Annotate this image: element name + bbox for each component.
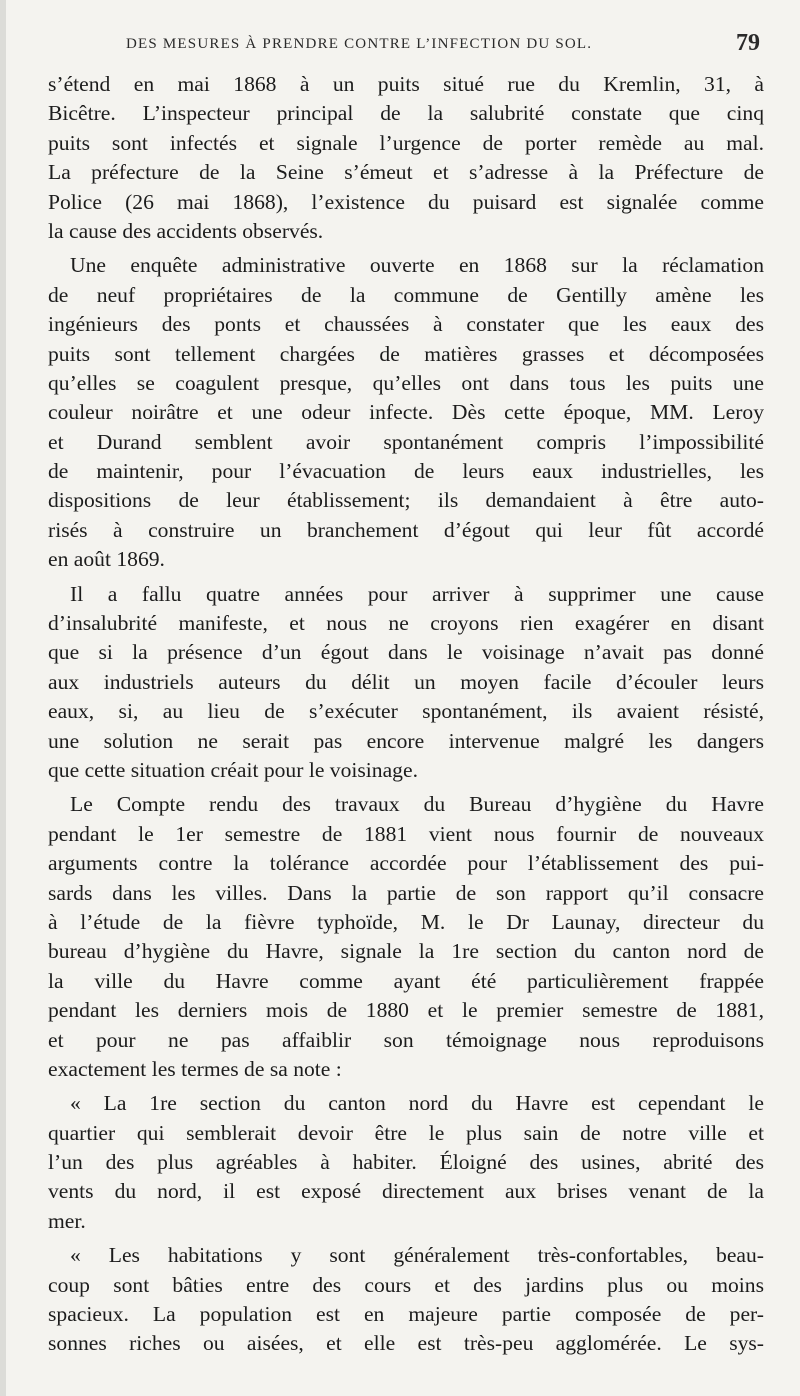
text-line: et pour ne pas affaiblir son témoignage nous reproduisons — [48, 1027, 764, 1052]
text-line: de maintenir, pour l’évacuation de leurs eaux industrielles, les — [48, 459, 764, 484]
text-line: qu’elles se coagulent presque, qu’elles ont dans tous les puits une — [48, 370, 764, 395]
paragraph — [48, 251, 764, 574]
text-line: et Durand semblent avoir spontanément compris l’impossibilité — [48, 429, 764, 454]
paragraph — [48, 1241, 764, 1359]
text-line: Bicêtre. L’inspecteur principal de la salubrité constate que cinq — [48, 101, 764, 126]
text-line: bureau d’hygiène du Havre, signale la 1re section du canton nord de — [48, 939, 764, 964]
text-line: sards dans les villes. Dans la partie de son rapport qu’il consacre — [48, 880, 764, 905]
text-line: Il a fallu quatre années pour arriver à supprimer une cause — [70, 581, 764, 606]
text-line: Police (26 mai 1868), l’existence du puisard est signalée comme — [48, 189, 764, 214]
text-line: ingénieurs des ponts et chaussées à constater que les eaux des — [48, 312, 764, 337]
page-header — [46, 30, 760, 60]
paragraph — [48, 70, 764, 246]
text-line: s’étend en mai 1868 à un puits situé rue du Kremlin, 31, à — [48, 72, 764, 96]
text-line: en août 1869. — [48, 547, 165, 572]
text-line: la cause des accidents observés. — [48, 218, 324, 243]
text-line: dispositions de leur établissement; ils demandaient à être auto- — [48, 488, 764, 513]
body-text — [48, 70, 764, 1359]
text-line: puits sont infectés et signale l’urgence de porter remède au mal. — [48, 130, 764, 155]
text-line: puits sont tellement chargées de matières grasses et décomposées — [48, 341, 764, 366]
text-line: La préfecture de la Seine s’émeut et s’adresse à la Préfecture de — [48, 160, 764, 185]
text-line: la ville du Havre comme ayant été particulièrement frappée — [48, 968, 764, 993]
text-line: « Les habitations y sont généralement très-confortables, beau- — [70, 1243, 764, 1268]
text-line: eaux, si, au lieu de s’exécuter spontanément, ils avaient résisté, — [48, 699, 764, 724]
text-line: que cette situation créait pour le voisinage. — [48, 757, 418, 782]
text-line: pendant le 1er semestre de 1881 vient nous fournir de nouveaux — [48, 821, 764, 846]
running-head: DES MESURES À PRENDRE CONTRE L’INFECTION DU SOL. — [126, 36, 593, 52]
text-line: spacieux. La population est en majeure partie composée de per- — [48, 1302, 764, 1327]
page-number: 79 — [736, 30, 760, 56]
text-line: exactement les termes de sa note : — [48, 1056, 342, 1081]
text-line: aux industriels auteurs du délit un moyen facile d’écouler leurs — [48, 669, 764, 694]
text-line: Une enquête administrative ouverte en 1868 sur la réclamation — [70, 253, 764, 278]
text-line: de neuf propriétaires de la commune de Gentilly amène les — [48, 282, 764, 307]
paragraph — [48, 580, 764, 786]
text-line: Le Compte rendu des travaux du Bureau d’hygiène du Havre — [70, 792, 764, 817]
text-line: quartier qui semblerait devoir être le plus sain de notre ville et — [48, 1120, 764, 1145]
text-line: risés à construire un branchement d’égout qui leur fût accordé — [48, 517, 764, 542]
text-line: arguments contre la tolérance accordée pour l’établissement des pui- — [48, 851, 764, 876]
text-line: couleur noirâtre et une odeur infecte. Dès cette époque, MM. Leroy — [48, 400, 764, 425]
text-line: à l’étude de la fièvre typhoïde, M. le Dr Launay, directeur du — [48, 909, 764, 934]
text-line: mer. — [48, 1208, 86, 1233]
text-line: « La 1re section du canton nord du Havre est cependant le — [70, 1091, 764, 1116]
paragraph — [48, 1089, 764, 1236]
text-line: d’insalubrité manifeste, et nous ne croyons rien exagérer en disant — [48, 611, 764, 636]
text-line: que si la présence d’un égout dans le voisinage n’avait pas donné — [48, 640, 764, 665]
text-line: sonnes riches ou aisées, et elle est très-peu agglomérée. Le sys- — [48, 1331, 764, 1356]
text-line: vents du nord, il est exposé directement aux brises venant de la — [48, 1179, 764, 1204]
text-line: une solution ne serait pas encore intervenue malgré les dangers — [48, 728, 764, 753]
text-line: pendant les derniers mois de 1880 et le premier semestre de 1881, — [48, 998, 764, 1023]
text-line: l’un des plus agréables à habiter. Éloigné des usines, abrité des — [48, 1150, 764, 1175]
text-line: coup sont bâties entre des cours et des jardins plus ou moins — [48, 1272, 764, 1297]
paragraph — [48, 790, 764, 1084]
